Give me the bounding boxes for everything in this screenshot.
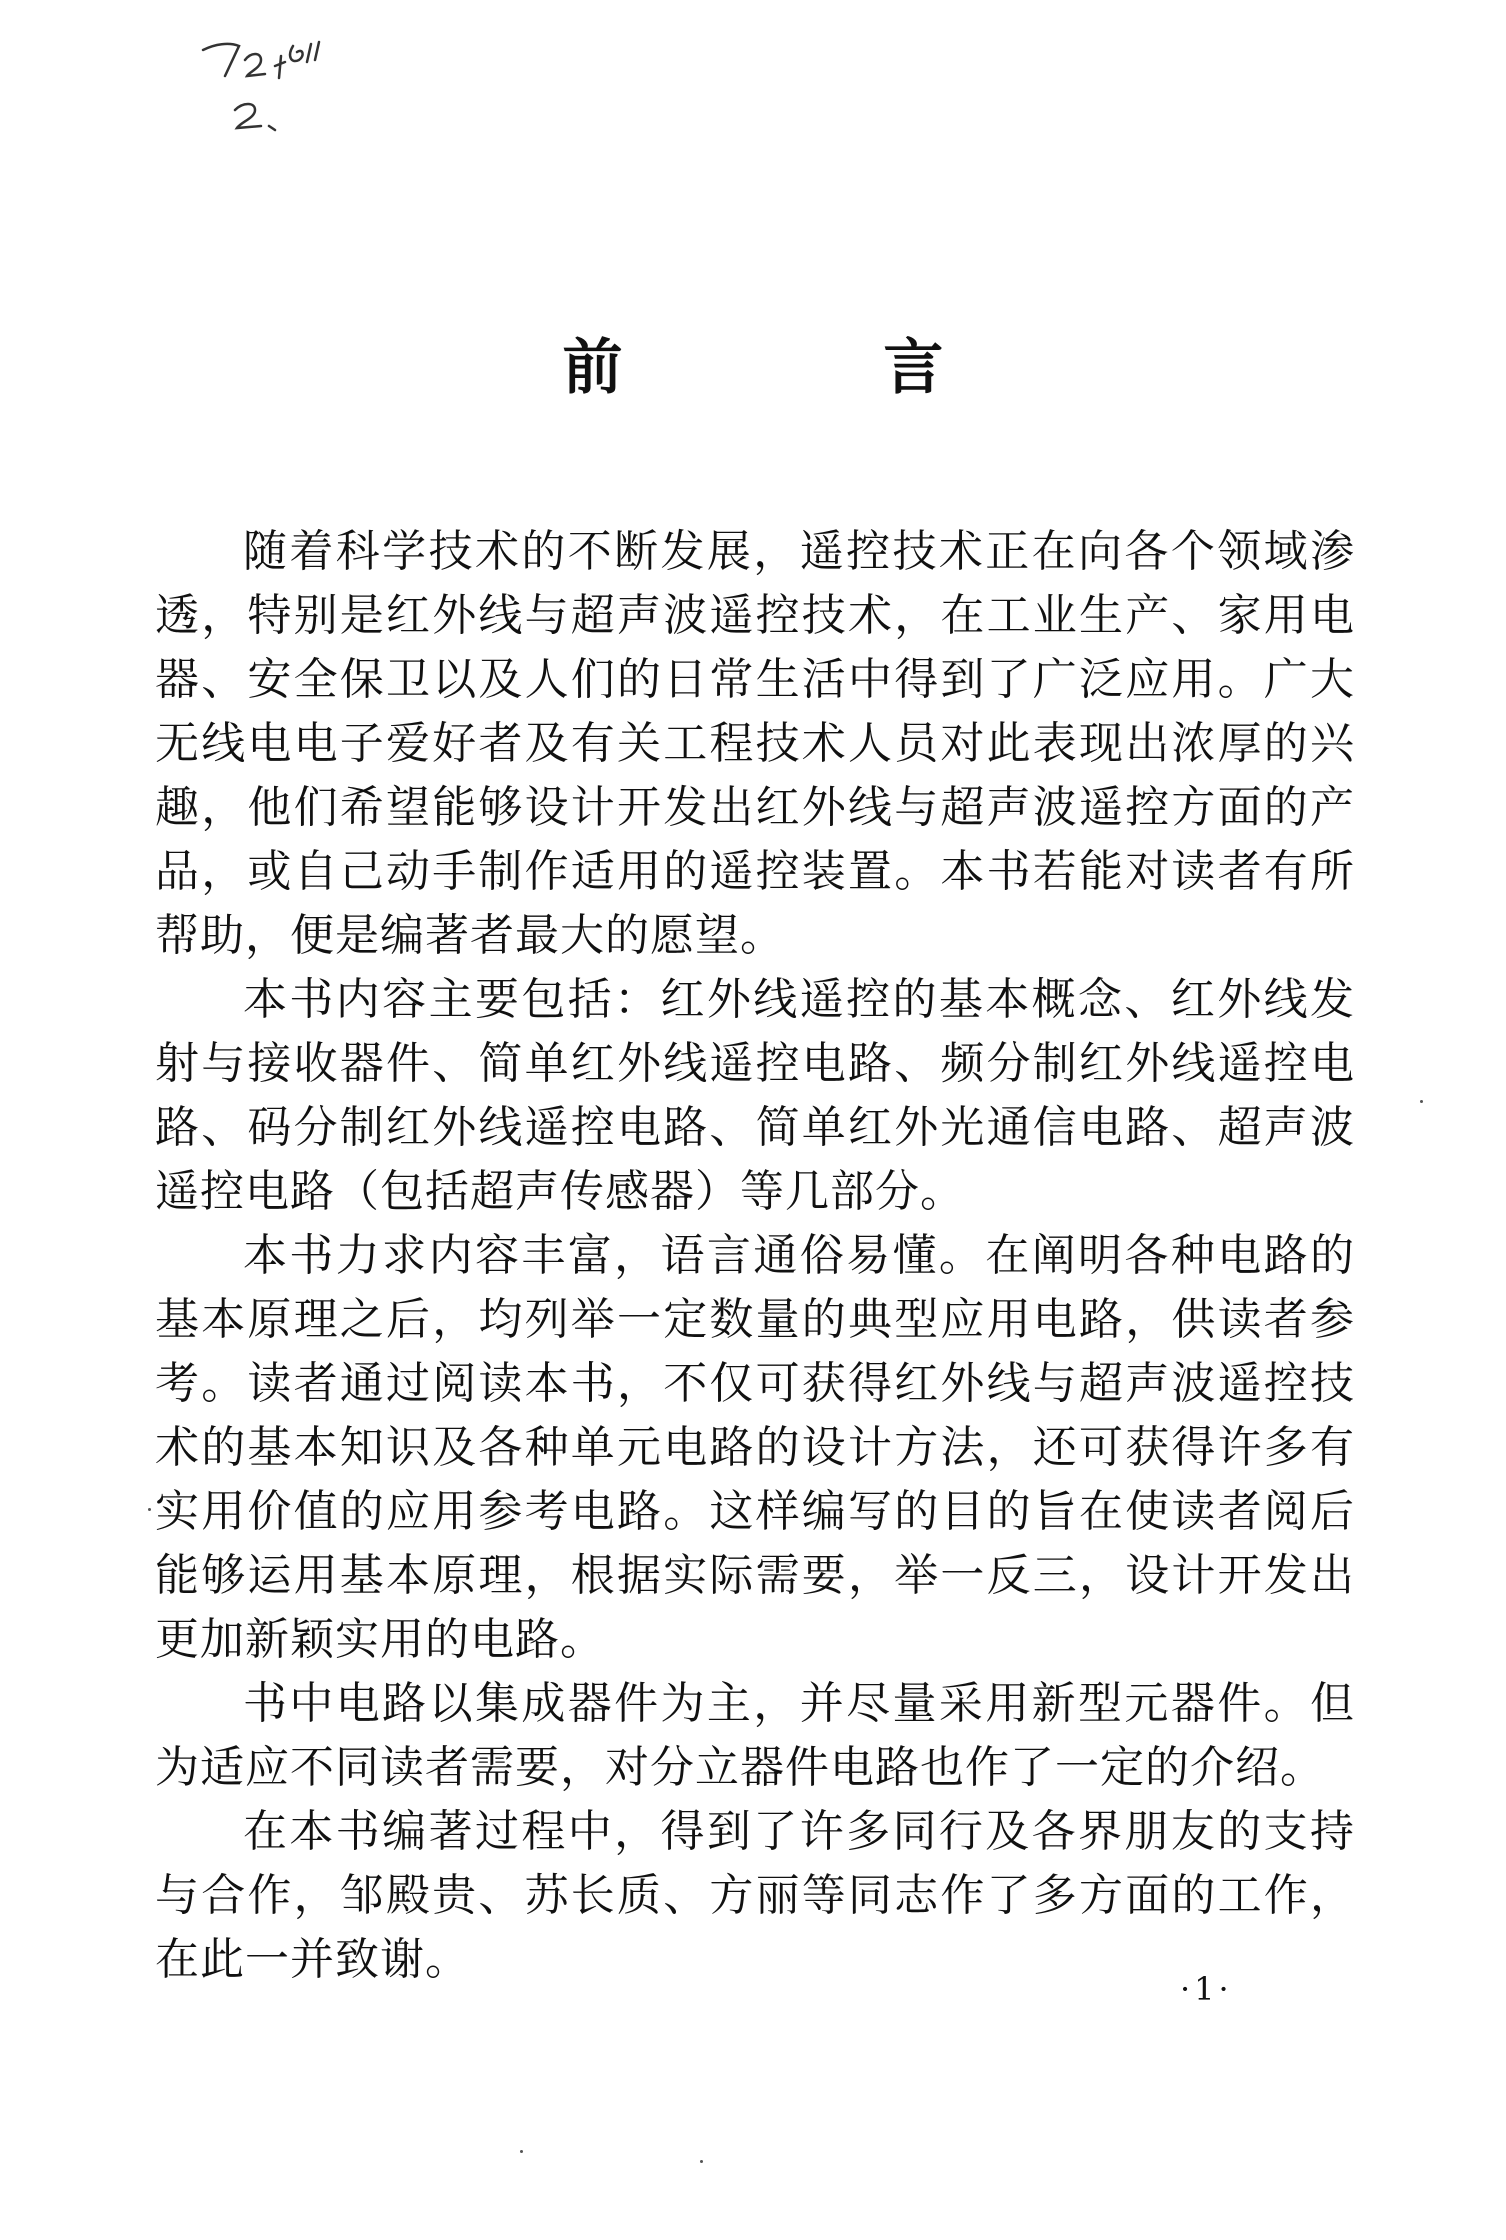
preface-body xyxy=(155,520,1355,1992)
page-title: 前 言 xyxy=(562,333,1064,403)
scan-speck xyxy=(520,2150,523,2153)
paragraph-4: 书中电路以集成器件为主，并尽量采用新型元器件。但为适应不同读者需要，对分立器件电路也作了一定的介绍。 xyxy=(155,1678,1355,1793)
paragraph-1: 随着科学技术的不断发展，遥控技术正在向各个领域渗透，特别是红外线与超声波遥控技术，在工业生产、家用电器、安全保卫以及人们的日常生活中得到了广泛应用。广大无线电电子爱好者及有关工程技术人员对此表现出浓厚的兴趣，他们希望能够设计开发出红外线与超声波遥控方面的产品，或自己动手制作适用的遥控装置。本书若能对读者有所帮助，便是编著者最大的愿望。 xyxy=(155,526,1355,961)
paragraph-5: 在本书编著过程中，得到了许多同行及各界朋友的支持与合作，邹殿贵、苏长质、方丽等同志作了多方面的工作，在此一并致谢。 xyxy=(155,1806,1355,1985)
scan-speck xyxy=(1420,1100,1423,1103)
paragraph-2: 本书内容主要包括：红外线遥控的基本概念、红外线发射与接收器件、简单红外线遥控电路、频分制红外线遥控电路、码分制红外线遥控电路、简单红外光通信电路、超声波遥控电路（包括超声传感器）等几部分。 xyxy=(155,974,1355,1217)
scan-speck xyxy=(700,2160,703,2163)
paragraph-3: 本书力求内容丰富，语言通俗易懂。在阐明各种电路的基本原理之后，均列举一定数量的典型应用电路，供读者参考。读者通过阅读本书，不仅可获得红外线与超声波遥控技术的基本知识及各种单元电路的设计方法，还可获得许多有实用价值的应用参考电路。这样编写的目的旨在使读者阅后能够运用基本原理，根据实际需要，举一反三，设计开发出更加新颖实用的电路。 xyxy=(155,1230,1355,1665)
handwritten-annotation xyxy=(195,30,395,150)
page-number: ·1· xyxy=(1180,1970,1233,2008)
scan-speck xyxy=(148,1508,151,1511)
